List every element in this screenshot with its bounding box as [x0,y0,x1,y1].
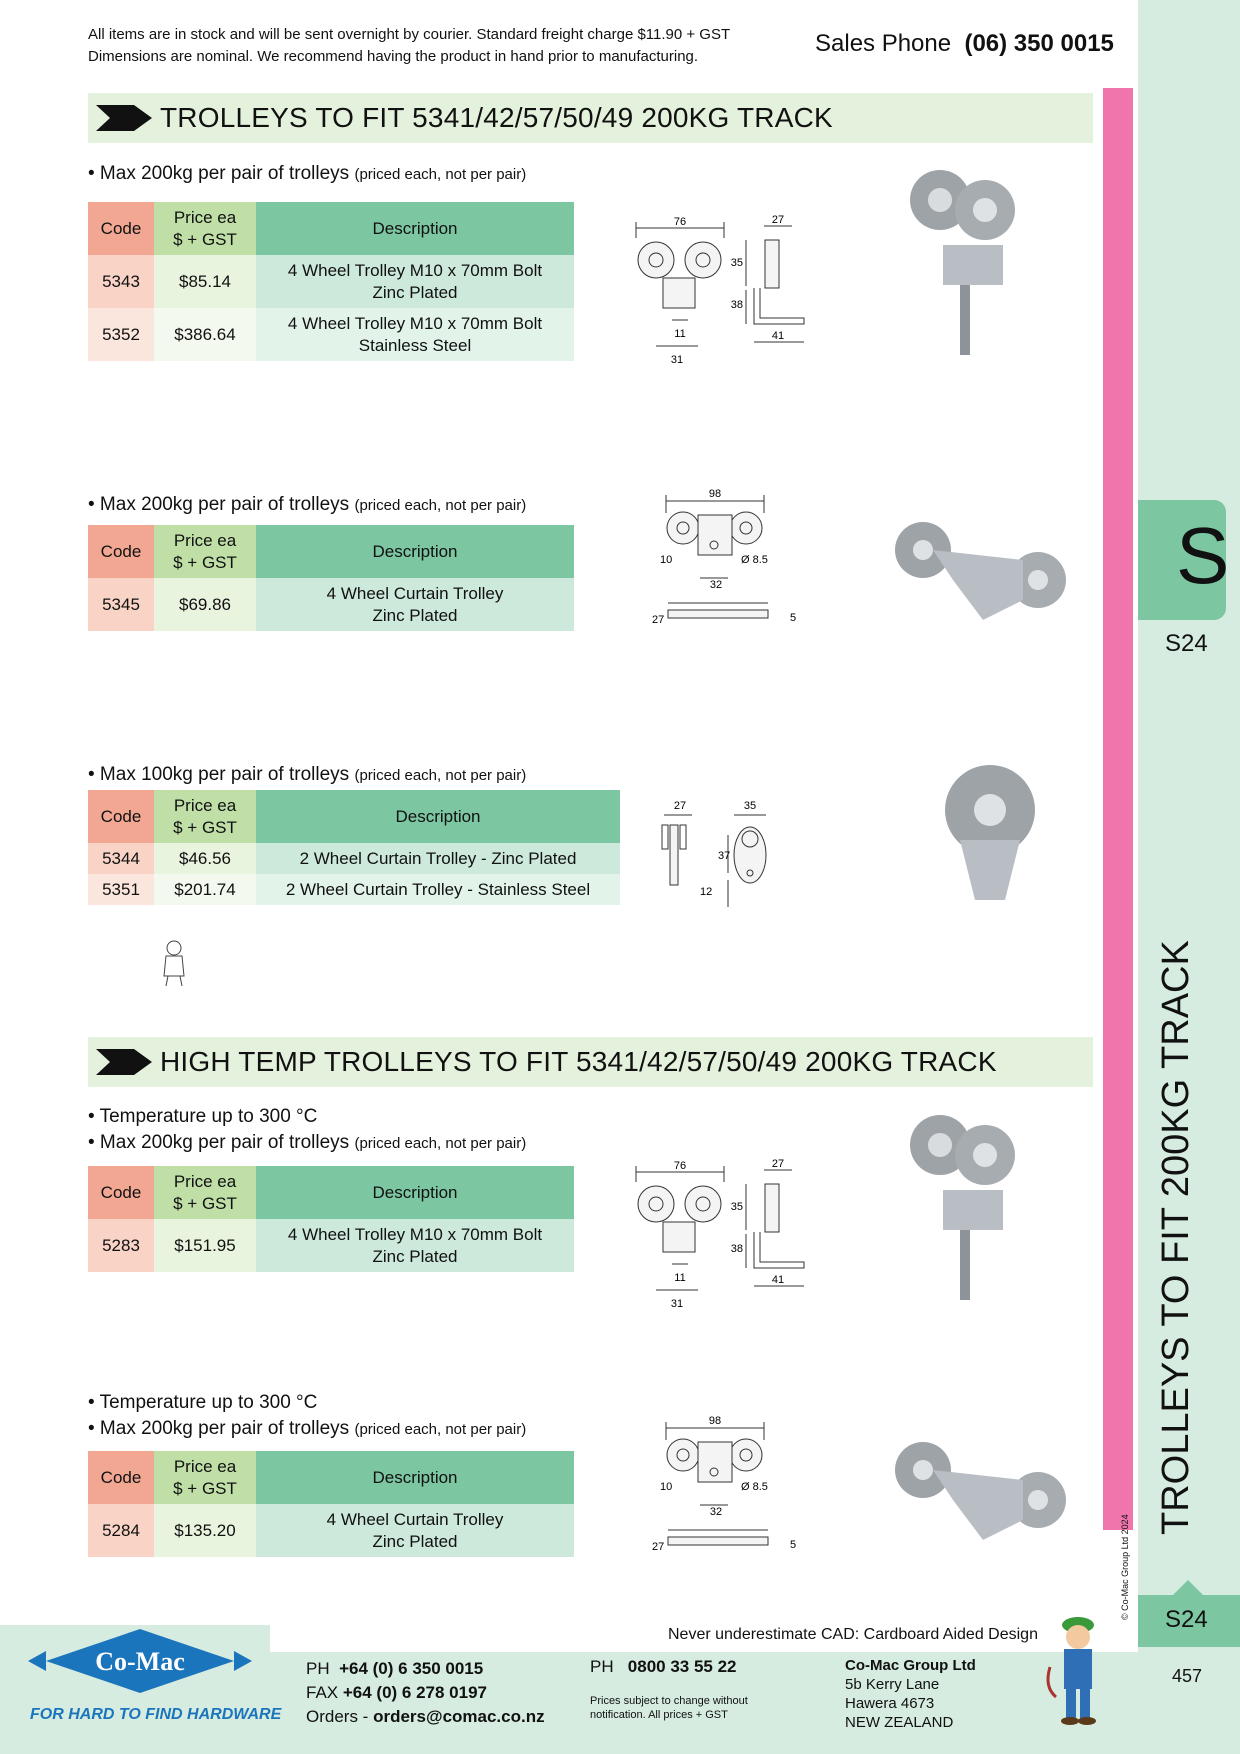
product-table-5345: Code Price ea $ + GST Description 5345 $69.86 4 Wheel Curtain Trolley Zinc Plated [88,525,574,631]
trolley-photo-5343 [905,165,1035,365]
svg-text:98: 98 [708,488,722,500]
svg-text:76: 76 [673,1160,687,1172]
bullet-list: • Temperature up to 300 °C • Max 200kg per pair of trolleys (priced each, not per pair) [88,1106,527,1153]
trolley-photo-5284 [893,1430,1073,1560]
product-table-5283: Code Price ea $ + GST Description 5283 $151.95 4 Wheel Trolley M10 x 70mm Bolt Zinc Plated [88,1166,574,1272]
orders-email-link[interactable]: orders@comac.co.nz [373,1707,545,1726]
bullet-load: • Max 200kg per pair of trolleys (priced each, not per pair) [88,494,527,515]
svg-text:5: 5 [790,1539,797,1551]
svg-text:41: 41 [771,1274,785,1286]
mascot-icon [1042,1607,1112,1727]
vertical-section-title: TROLLEYS TO FIT 200KG TRACK [1155,940,1197,1535]
svg-text:32: 32 [709,579,723,591]
logo-slogan: FOR HARD TO FIND HARDWARE [30,1706,282,1723]
product-table-5284: Code Price ea $ + GST Description 5284 $135.20 4 Wheel Curtain Trolley Zinc Plated [88,1451,574,1557]
svg-text:10: 10 [660,554,673,566]
product-table-5344: Code Price ea $ + GST Description 5344 $46.56 2 Wheel Curtain Trolley - Zinc Plated 5351 $201.74 2 Wheel Curtain Trolley - Stainless Steel [88,790,620,905]
svg-text:98: 98 [708,1415,722,1427]
svg-text:11: 11 [674,328,686,340]
svg-text:37: 37 [718,850,731,862]
comac-logo[interactable] [28,1627,252,1695]
fax-number: +64 (0) 6 278 0197 [342,1683,488,1702]
svg-text:27: 27 [771,214,785,226]
bullet-load: • Max 100kg per pair of trolleys (priced each, not per pair) [88,764,527,785]
svg-text:27: 27 [673,800,687,812]
svg-text:35: 35 [730,257,743,269]
freephone-link[interactable]: 0800 33 55 22 [627,1657,737,1676]
category-color-bar [1103,88,1133,1530]
table-row: 5284 $135.20 4 Wheel Curtain Trolley Zinc Plated [88,1504,574,1557]
phone-link[interactable]: +64 (0) 6 350 0015 [339,1659,484,1678]
svg-text:Co-Mac: Co-Mac [95,1647,185,1676]
svg-text:5: 5 [790,612,797,624]
category-tab-s[interactable]: S [1138,500,1226,620]
contact-block: PH +64 (0) 6 350 0015 FAX +64 (0) 6 278 0197 Orders - orders@comac.co.nz [306,1659,545,1726]
product-table-5343 [88,202,574,361]
page-code-bottom: S24 [1165,1606,1208,1633]
col-description: Description [256,202,574,255]
arrow-icon [96,105,152,131]
page-number: 457 [1172,1666,1203,1686]
col-price: Price ea $ + GST [154,202,256,255]
svg-text:76: 76 [673,216,687,228]
freephone: PH 0800 33 55 22 [590,1657,737,1676]
section-header-high-temp: HIGH TEMP TROLLEYS TO FIT 5341/42/57/50/49 200KG TRACK [88,1037,1093,1087]
table-row: 5343 $85.14 4 Wheel Trolley M10 x 70mm Bolt Zinc Plated [88,255,574,308]
svg-text:27: 27 [652,614,665,626]
trolley-photo-5345 [893,510,1073,640]
two-wheel-trolley-diagram [658,795,778,915]
cartoon-sketch-icon [158,938,192,988]
four-wheel-trolley-diagram [628,1152,808,1317]
svg-text:32: 32 [709,1506,723,1518]
svg-text:41: 41 [771,330,785,342]
svg-text:11: 11 [674,1272,686,1284]
table-row: 5283 $151.95 4 Wheel Trolley M10 x 70mm Bolt Zinc Plated [88,1219,574,1272]
four-wheel-trolley-diagram [628,208,808,373]
page-code: S24 [1165,630,1208,657]
company-address: Co-Mac Group Ltd 5b Kerry Lane Hawera 4673 NEW ZEALAND [845,1657,976,1731]
col-code: Code [88,202,154,255]
svg-text:35: 35 [730,1201,743,1213]
svg-text:35: 35 [743,800,757,812]
curtain-trolley-diagram [638,1410,808,1570]
prices-note: Prices subject to change without notification. All prices + GST [590,1695,748,1721]
trolley-photo-5283 [905,1110,1035,1310]
svg-text:Ø 8.5: Ø 8.5 [741,1481,768,1493]
copyright: © Co-Mac Group Ltd 2024 [1120,1514,1130,1620]
section-header-trolleys: TROLLEYS TO FIT 5341/42/57/50/49 200KG TRACK [88,93,1093,143]
stock-notice: All items are in stock and will be sent overnight by courier. Standard freight charge $11.90 + GST Dimensions are nominal. We recommend having the product in hand prior to manufacturing. [88,26,731,65]
svg-text:31: 31 [670,1298,684,1310]
arrow-icon [96,1049,152,1075]
table-row: 5351 $201.74 2 Wheel Curtain Trolley - Stainless Steel [88,874,620,905]
svg-text:38: 38 [730,299,743,311]
trolley-photo-5344 [940,760,1040,905]
curtain-trolley-diagram [638,483,808,643]
svg-text:38: 38 [730,1243,743,1255]
tab-pointer [1172,1580,1204,1596]
table-row: 5345 $69.86 4 Wheel Curtain Trolley Zinc Plated [88,578,574,631]
bullet-load: • Max 200kg per pair of trolleys (priced each, not per pair) [88,163,527,184]
svg-text:27: 27 [652,1541,665,1553]
svg-text:10: 10 [660,1481,673,1493]
svg-text:Ø 8.5: Ø 8.5 [741,554,768,566]
svg-text:31: 31 [670,354,684,366]
table-row: 5352 $386.64 4 Wheel Trolley M10 x 70mm Bolt Stainless Steel [88,308,574,361]
bullet-list: • Temperature up to 300 °C • Max 200kg per pair of trolleys (priced each, not per pair) [88,1392,527,1439]
sales-phone-number[interactable]: (06) 350 0015 [964,30,1114,57]
table-row: 5344 $46.56 2 Wheel Curtain Trolley - Zinc Plated [88,843,620,874]
svg-text:27: 27 [771,1158,785,1170]
sales-phone: Sales Phone (06) 350 0015 [815,30,1114,57]
svg-text:12: 12 [700,886,713,898]
footer-tagline: Never underestimate CAD: Cardboard Aided Design [668,1626,1038,1643]
